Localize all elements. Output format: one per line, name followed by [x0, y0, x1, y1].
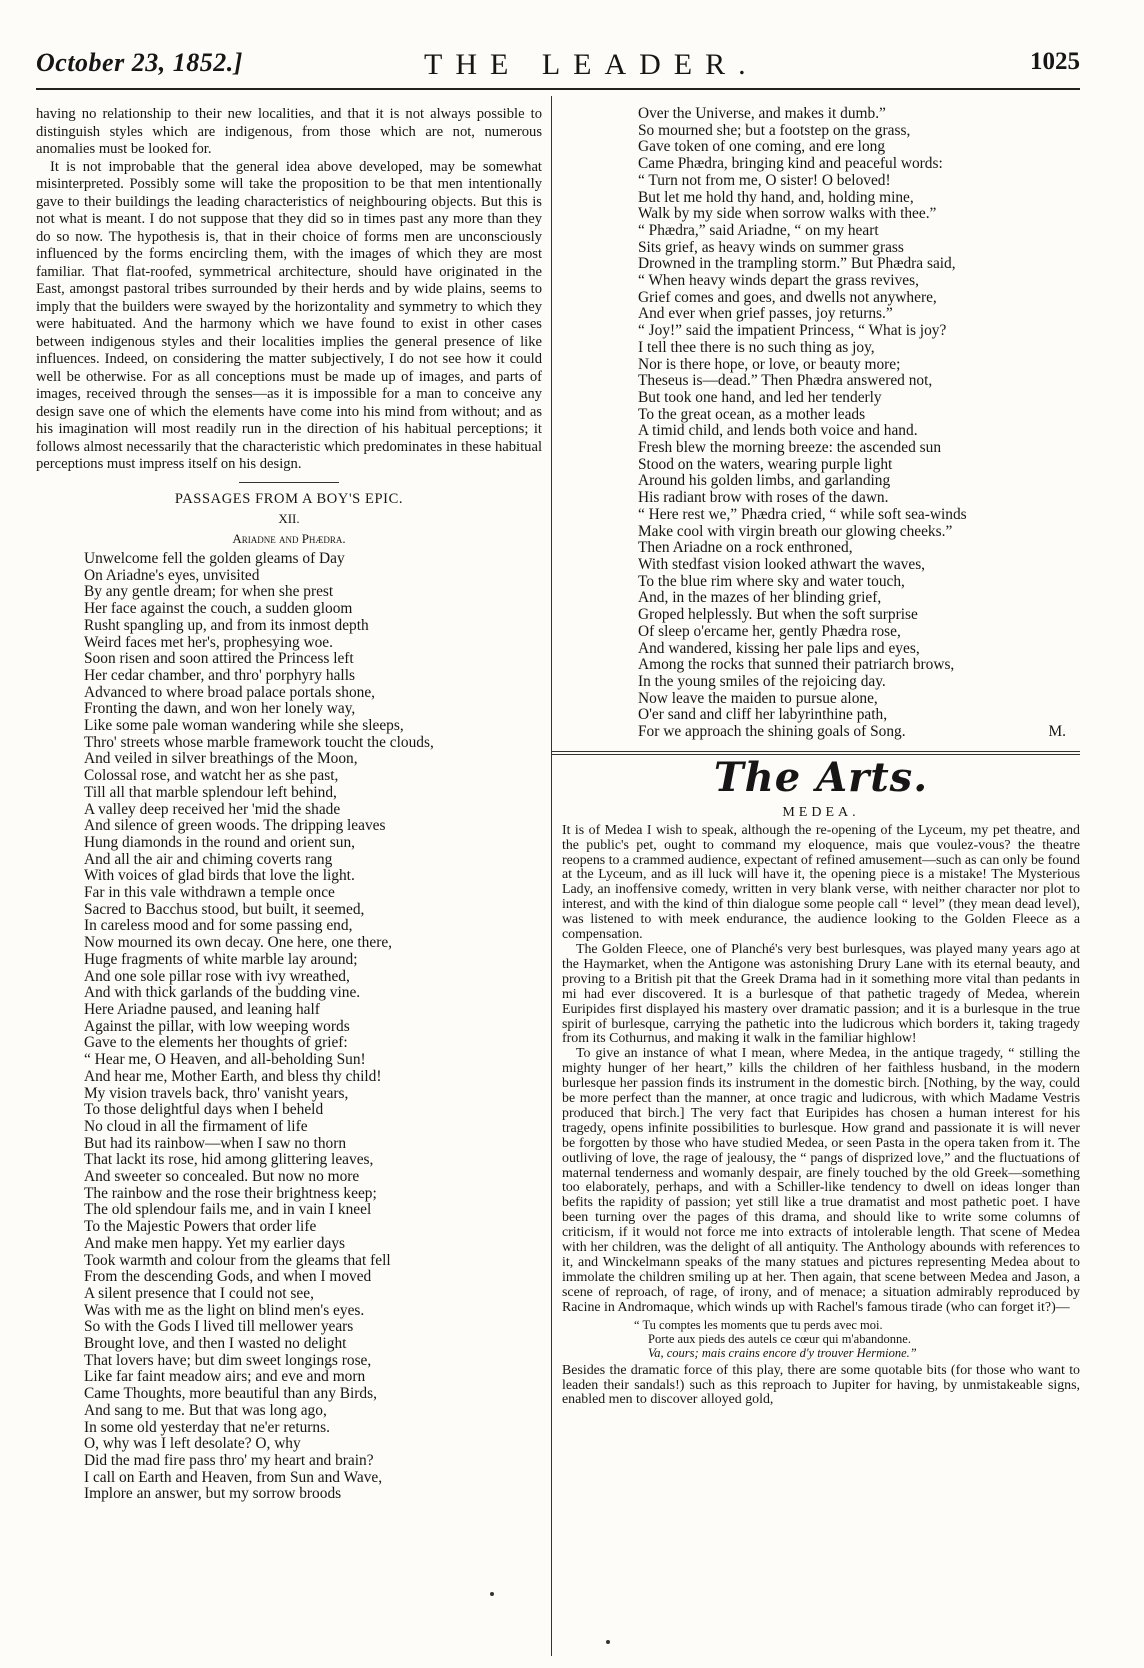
poem-line: To those delightful days when I beheld — [84, 1101, 324, 1119]
poem-line: O'er sand and cliff her labyrinthine path, — [638, 706, 888, 724]
quote-line: “ Tu comptes les moments que tu perds avec moi. — [634, 1317, 883, 1332]
poem-line: The old splendour fails me, and in vain I kneel — [84, 1201, 372, 1219]
poem-line: Weird faces met her's, prophesying woe. — [84, 633, 333, 651]
poem-line: Soon risen and soon attired the Princess left — [84, 650, 354, 668]
ink-dot — [606, 1640, 610, 1644]
poem-line: To the great ocean, as a mother leads — [638, 405, 866, 423]
poem-line: Now mourned its own decay. One here, one there, — [84, 934, 392, 952]
poem-line: And sweeter so concealed. But now no more — [84, 1168, 360, 1186]
poem-line: Till all that marble splendour left behind, — [84, 783, 337, 801]
poem-line: Of sleep o'ercame her, gently Phædra rose, — [638, 622, 901, 640]
poem-line: Drowned in the trampling storm.” But Phædra said, — [638, 255, 956, 273]
poem-line: Fresh blew the morning breeze: the ascended sun — [638, 439, 942, 457]
review-paragraph: Besides the dramatic force of this play, there are some quotable bits (for those who want to leaden their sandals!) such as this reproach to Jupiter for having, by unmistakeable signs, enabled men to discover alloyed gold, — [562, 1362, 1080, 1408]
poem-line: Gave token of one coming, and ere long — [638, 138, 886, 156]
ink-dot — [490, 1592, 494, 1596]
poem-line: Sits grief, as heavy winds on summer grass — [638, 238, 904, 256]
poem-line: Was with me as the light on blind men's eyes. — [84, 1301, 365, 1319]
poem-line: So mourned she; but a footstep on the grass, — [638, 121, 911, 139]
poem-line: On Ariadne's eyes, unvisited — [84, 566, 260, 584]
poem-line: A valley deep received her 'mid the shade — [84, 800, 341, 818]
poem-line: Now leave the maiden to pursue alone, — [638, 689, 878, 707]
poem-line: Make cool with virgin breath our glowing cheeks.” — [638, 522, 953, 540]
review-paragraph: To give an instance of what I mean, where Medea, in the antique tragedy, “ stilling the mighty hunger of her heart,” kills the children of her faithless husband, in the modern burlesque her passion finds its instrument in the domestic birch. [Nothing, by the way, could be more perfect than the manner, at once tragic and ludicrous, with which Madame Vestris produced that birch.] The very fact that Euripides has chosen a human interest for his tragedy, opens infinite possibilities to burlesque. How grand and passionate it is will never be forgotten by those who have studied Medea, or seen Pasta in the opera taken from it. The outliving of love, the rage of jealousy, the “ pangs of disprized love,” and the fluctuations of maternal tenderness and womanly despair, are finely touched by the old Greek—something too elaborately, perhaps, and with a Schiller-like tendency to dwell on ideas longer than befits the rapidity of passion; yet still like a true dramatist and most pathetic poet. I have been turning over the pages of this drama, and should like to write some columns of criticism, if it would not force me into extracts of intolerable length. That scene of Medea with her children, was the delight of all antiquity. The Anthology abounds with references to it, and Winckelmann speaks of the many statues and pictures representing Medea about to immolate the children smiling up at her. Then again, that scene between Medea and Jason, a scene of reproach, of rage, of irony, and of menace; a situation admirably reproduced by Racine in Andromaque, which winds up with Rachel's famous tirade (who can forget it?)— — [562, 1046, 1080, 1315]
poem-line: O, why was I left desolate? O, why — [84, 1435, 301, 1453]
poem-line: In some old yesterday that ne'er returns. — [84, 1418, 330, 1436]
essay-paragraph: having no relationship to their new localities, and that it is not always possible to distinguish styles which are indigenous, from those which are not, numerous anomalies must be looked for. — [36, 106, 542, 157]
poem-line: But took one hand, and led her tenderly — [638, 388, 882, 406]
poem-line: And make men happy. Yet my earlier days — [84, 1234, 346, 1252]
poem-line: Far in this vale withdrawn a temple once — [84, 884, 335, 902]
poem-line: Huge fragments of white marble lay around; — [84, 950, 358, 968]
poem-line: Gave to the elements her thoughts of grief: — [84, 1034, 348, 1052]
newspaper-title: THE LEADER. — [424, 48, 759, 81]
poem-line: Against the pillar, with low weeping words — [84, 1017, 350, 1035]
left-column — [36, 106, 542, 1503]
poem-line: And hear me, Mother Earth, and bless thy child! — [84, 1067, 382, 1085]
right-column — [562, 106, 1080, 1408]
section-divider — [239, 482, 339, 483]
poem-line: “ When heavy winds depart the grass revives, — [638, 272, 919, 290]
poem-line: And sang to me. But that was long ago, — [84, 1401, 327, 1419]
arts-section-title: The Arts. — [713, 753, 929, 801]
poem-line: Theseus is—dead.” Then Phædra answered not, — [638, 372, 933, 390]
poem-line: I call on Earth and Heaven, from Sun and Wave, — [84, 1468, 383, 1486]
essay-continuation — [36, 106, 542, 474]
poem-signature: M. — [1048, 723, 1066, 741]
poem-line: For we approach the shining goals of Song. M. — [638, 723, 1066, 741]
poem-line: That lovers have; but dim sweet longings rose, — [84, 1351, 372, 1369]
poem-line: Did the mad fire pass thro' my heart and brain? — [84, 1451, 374, 1469]
page-number: 1025 — [1030, 48, 1080, 75]
poem-line: To the blue rim where sky and water touch, — [638, 572, 905, 590]
poem-line: “ Here rest we,” Phædra cried, “ while soft sea-winds — [638, 505, 967, 523]
poem-line: By any gentle dream; for when she prest — [84, 583, 334, 601]
poem-line: With stedfast vision looked athwart the waves, — [638, 555, 926, 573]
poem-heading: PASSAGES FROM A BOY'S EPIC. — [174, 490, 404, 507]
poem-line: “ Hear me, O Heaven, and all-beholding Sun! — [84, 1051, 366, 1069]
issue-date: October 23, 1852.] — [36, 48, 243, 77]
medea-review — [562, 824, 1080, 1409]
poem-line: Advanced to where broad palace portals shone, — [84, 683, 376, 701]
masthead — [36, 48, 1080, 84]
poem-line: And wandered, kissing her pale lips and eyes, — [638, 639, 920, 657]
poem-line: A silent presence that I could not see, — [84, 1284, 314, 1302]
poem-line: That lackt its rose, hid among glittering leaves, — [84, 1151, 374, 1169]
poem-line: I tell thee there is no such thing as joy, — [638, 338, 875, 356]
poem-line: Came Thoughts, more beautiful than any Birds, — [84, 1385, 377, 1403]
review-paragraph: It is of Medea I wish to speak, although the re-opening of the Lyceum, my pet theatre, and the public's pet, ought to command my eloquence, mais que voulez-vous? the theatre reopens to a crammed audience, expectant of refined amusement—such as can only be found at the Lyceum, and as ill luck will have it, the opening piece is a mistake! The Mysterious Lady, an inoffensive comedy, written in very blank verse, with neither character nor plot to interest, and with the kind of thin dialogue some people call “ level” (they mean dead level), was listened to with meek endurance, the audience looking to the Golden Fleece as a compensation. — [562, 822, 1080, 943]
poem-line: “ Joy!” said the impatient Princess, “ What is joy? — [638, 322, 947, 340]
poem-line: So with the Gods I lived till mellower years — [84, 1318, 354, 1336]
essay-paragraph: It is not improbable that the general idea above developed, may be somewhat misinterpreted. Possibly some will take the proposition to be that men intentionally gave to their buildings the leading characteristics of neighbouring objects. But this is not what is meant. I do not suppose that they did so in times past any more than they do so now. The hypothesis is, that in their choice of forms men are unconsciously influenced by the forms encircling them, with the images of which they are most familiar. That flat-roofed, symmetrical architecture, should have originated in the East, amongst pastoral tribes surrounded by their herds and by wide plains, seems to imply that the builders were swayed by the horizontality and symmetry to which they were habituated. And the harmony which we have found to exist in other cases between indigenous styles and their localities implies the general presence of like influences. Indeed, on considering the matter subjectively, I do not see how it could well be otherwise. For as all conceptions must be made up of images, and parts of images, received through the senses—as it is impossible for a man to conceive any design save one of which the elements have come into his mind from without; and as his imagination will most readily run in the direction of his habitual perceptions; it follows almost necessarily that the characteristic which predominates in these habitual perceptions must impress itself on his design. — [36, 158, 542, 472]
poem-line: Fronting the dawn, and won her lonely way, — [84, 700, 356, 718]
poem-left-lines — [84, 551, 542, 1503]
poem-line: Walk by my side when sorrow walks with thee.” — [638, 205, 937, 223]
poem-line: To the Majestic Powers that order life — [84, 1218, 317, 1236]
poem-line: Thro' streets whose marble framework toucht the clouds, — [84, 733, 434, 751]
poem-line: And silence of green woods. The dripping leaves — [84, 817, 386, 835]
poem-line: A timid child, and lends both voice and hand. — [638, 422, 918, 440]
racine-quote — [634, 1318, 1080, 1360]
poem-subtitle: Ariadne and Phædra. — [232, 530, 346, 546]
poem-line: Sacred to Bacchus stood, but built, it seemed, — [84, 900, 365, 918]
poem-line: Implore an answer, but my sorrow broods — [84, 1485, 342, 1503]
poem-line: But let me hold thy hand, and, holding mine, — [638, 188, 914, 206]
poem-line: Around his golden limbs, and garlanding — [638, 472, 891, 490]
poem-line: And all the air and chiming coverts rang — [84, 850, 333, 868]
poem-line: Hung diamonds in the round and orient sun, — [84, 833, 356, 851]
poem-line: Nor is there hope, or love, or beauty more; — [638, 355, 901, 373]
quote-line: Porte aux pieds des autels ce cœur qui m'abandonne. — [648, 1331, 911, 1346]
poem-number: XII. — [278, 511, 300, 526]
review-paragraph: The Golden Fleece, one of Planché's very best burlesques, was played many years ago at the Haymarket, when the Antigone was astonishing Drury Lane with its eternal beauty, and proving to a British pit that the Greek Drama had in it something more vital than pedants in mi had ever discovered. It is a burlesque of that pathetic tragedy of Medea, wherein Euripides first displayed his mastery over dramatic passion; and it is a burlesque in the true spirit of burlesque, carrying the pathetic into the ludicrous which borders it, taking tragedy from its Cothurnus, and making it walk in the familiar highlow! — [562, 941, 1080, 1047]
poem-line: My vision travels back, thro' vanisht years, — [84, 1084, 349, 1102]
poem-line: Like far faint meadow airs; and eve and morn — [84, 1368, 366, 1386]
poem-line: And with thick garlands of the budding vine. — [84, 984, 361, 1002]
poem-line: Here Ariadne paused, and leaning half — [84, 1000, 320, 1018]
poem-line: And veiled in silver breathings of the Moon, — [84, 750, 358, 768]
masthead-rule — [36, 88, 1080, 90]
column-divider — [551, 96, 552, 1656]
poem-line: With voices of glad birds that love the light. — [84, 867, 355, 885]
poem-line: Among the rocks that sunned their patriarch brows, — [638, 656, 955, 674]
poem-line: His radiant brow with roses of the dawn. — [638, 489, 889, 507]
poem-line: Over the Universe, and makes it dumb.” — [638, 105, 886, 122]
poem-line: Stood on the waters, wearing purple light — [638, 455, 893, 473]
poem-line: Brought love, and then I wasted no delight — [84, 1335, 347, 1353]
poem-line: Like some pale woman wandering while she sleeps, — [84, 717, 404, 735]
poem-line: Colossal rose, and watcht her as she past, — [84, 767, 339, 785]
poem-line: “ Phædra,” said Ariadne, “ on my heart — [638, 221, 879, 239]
poem-line: No cloud in all the firmament of life — [84, 1117, 308, 1135]
poem-line: Her cedar chamber, and thro' porphyry halls — [84, 666, 355, 684]
poem-line: The rainbow and the rose their brightness keep; — [84, 1184, 377, 1202]
quote-line: Va, cours; mais crains encore d'y trouver Hermione.” — [648, 1345, 917, 1360]
poem-line: Rusht spangling up, and from its inmost depth — [84, 616, 369, 634]
poem-line: And one sole pillar rose with ivy wreathed, — [84, 967, 350, 985]
poem-line: And ever when grief passes, joy returns.” — [638, 305, 893, 323]
poem-right-lines — [638, 106, 1080, 741]
poem-line: Groped helplessly. But when the soft surprise — [638, 606, 918, 624]
poem-line: In the young smiles of the rejoicing day. — [638, 672, 886, 690]
poem-line: Grief comes and goes, and dwells not anywhere, — [638, 288, 937, 306]
poem-line: Her face against the couch, a sudden gloom — [84, 600, 353, 618]
poem-line: Took warmth and colour from the gleams that fell — [84, 1251, 391, 1269]
review-title: MEDEA. — [782, 805, 860, 821]
poem-line: But had its rainbow—when I saw no thorn — [84, 1134, 347, 1152]
poem-line: Then Ariadne on a rock enthroned, — [638, 539, 853, 557]
poem-line: In careless mood and for some passing end, — [84, 917, 353, 935]
poem-line: Unwelcome fell the golden gleams of Day — [84, 550, 345, 567]
poem-line: Came Phædra, bringing kind and peaceful words: — [638, 155, 943, 173]
poem-line: From the descending Gods, and when I moved — [84, 1268, 372, 1286]
poem-line: “ Turn not from me, O sister! O beloved! — [638, 171, 891, 189]
poem-line: And, in the mazes of her blinding grief, — [638, 589, 882, 607]
